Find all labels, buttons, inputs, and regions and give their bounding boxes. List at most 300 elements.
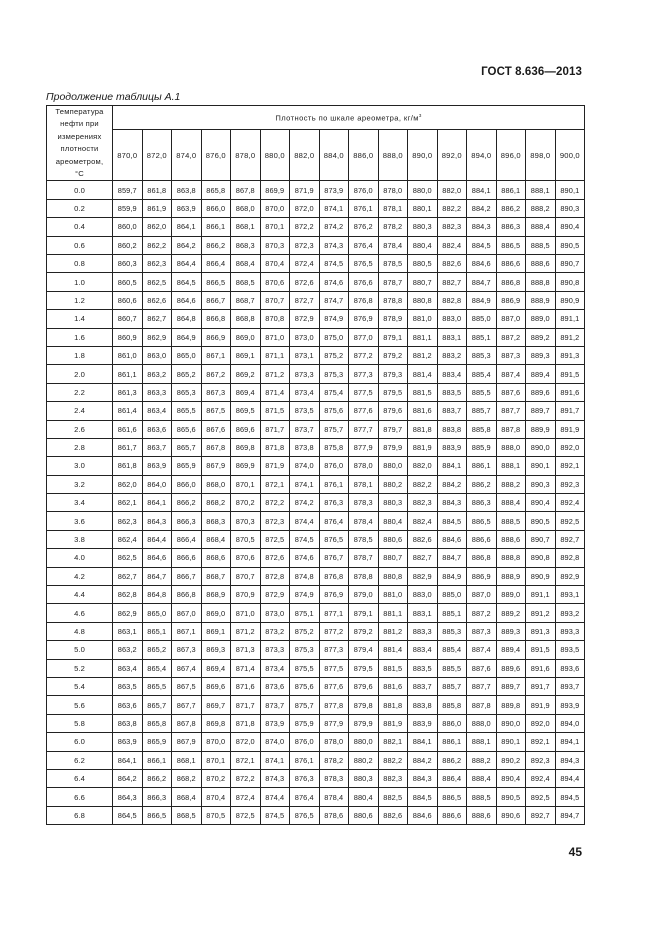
density-cell: 863,9 [172, 199, 202, 217]
density-cell: 876,0 [319, 457, 349, 475]
temperature-header-line: °С [75, 169, 84, 179]
density-cell: 884,7 [437, 549, 467, 567]
density-cell: 871,7 [231, 696, 261, 714]
density-cell: 864,6 [142, 549, 172, 567]
density-cell: 888,0 [496, 438, 526, 456]
density-cell: 868,5 [172, 806, 202, 824]
density-cell: 870,6 [231, 549, 261, 567]
density-cell: 872,5 [260, 530, 290, 548]
density-cell: 888,2 [496, 475, 526, 493]
density-cell: 889,6 [526, 383, 556, 401]
density-cell: 886,8 [496, 273, 526, 291]
density-cell: 890,1 [555, 181, 585, 199]
temperature-cell: 6.2 [47, 751, 113, 769]
density-cell: 864,1 [113, 751, 143, 769]
density-cell: 887,7 [496, 402, 526, 420]
density-cell: 862,7 [142, 310, 172, 328]
density-cell: 881,9 [408, 438, 438, 456]
density-cell: 891,7 [555, 402, 585, 420]
density-cell: 863,2 [113, 641, 143, 659]
density-cell: 886,5 [496, 236, 526, 254]
density-cell: 867,8 [201, 438, 231, 456]
density-cell: 886,4 [437, 769, 467, 787]
density-cell: 863,2 [142, 365, 172, 383]
density-cell: 889,0 [496, 586, 526, 604]
density-cell: 871,3 [231, 641, 261, 659]
density-cell: 864,6 [172, 291, 202, 309]
table-row [47, 365, 585, 383]
density-scale-label: Плотность по шкале ареометра, кг/м [275, 113, 419, 123]
density-cell: 868,9 [201, 586, 231, 604]
density-cell: 873,3 [290, 365, 320, 383]
density-cell: 875,8 [319, 438, 349, 456]
density-cell: 871,8 [231, 714, 261, 732]
density-cell: 890,3 [555, 199, 585, 217]
density-cell: 883,2 [437, 346, 467, 364]
density-cell: 890,7 [526, 530, 556, 548]
density-cell: 881,5 [378, 659, 408, 677]
density-cell: 891,9 [526, 696, 556, 714]
density-cell: 869,7 [201, 696, 231, 714]
density-cell: 886,5 [437, 788, 467, 806]
density-cell: 874,5 [319, 255, 349, 273]
temperature-cell: 1.4 [47, 310, 113, 328]
temperature-cell: 2.4 [47, 402, 113, 420]
density-cell: 874,3 [260, 769, 290, 787]
density-cell: 870,3 [260, 236, 290, 254]
density-cell: 873,3 [260, 641, 290, 659]
density-cell: 873,9 [260, 714, 290, 732]
density-cell: 864,4 [142, 530, 172, 548]
density-cell: 877,3 [319, 641, 349, 659]
density-cell: 887,6 [467, 659, 497, 677]
density-cell: 888,1 [526, 181, 556, 199]
density-cell: 861,6 [113, 420, 143, 438]
density-cell: 887,0 [467, 586, 497, 604]
density-cell: 877,2 [349, 346, 379, 364]
density-cell: 875,2 [319, 346, 349, 364]
density-cell: 892,5 [555, 512, 585, 530]
density-cell: 880,6 [378, 530, 408, 548]
density-cell: 872,5 [231, 806, 261, 824]
density-cell: 888,1 [467, 733, 497, 751]
density-cell: 871,2 [231, 622, 261, 640]
density-cell: 861,1 [113, 365, 143, 383]
density-cell: 864,3 [142, 512, 172, 530]
density-cell: 865,4 [142, 659, 172, 677]
density-cell: 870,2 [201, 769, 231, 787]
density-cell: 879,6 [378, 402, 408, 420]
density-cell: 864,8 [172, 310, 202, 328]
density-cell: 862,6 [142, 291, 172, 309]
density-cell: 886,2 [496, 199, 526, 217]
density-cell: 882,2 [408, 475, 438, 493]
density-cell: 869,2 [231, 365, 261, 383]
density-cell: 863,7 [142, 438, 172, 456]
density-cell: 870,0 [260, 199, 290, 217]
density-cell: 860,5 [113, 273, 143, 291]
density-cell: 881,2 [408, 346, 438, 364]
density-cell: 878,4 [319, 788, 349, 806]
table-row [47, 420, 585, 438]
density-cell: 894,7 [555, 806, 585, 824]
density-cell: 871,4 [231, 659, 261, 677]
density-cell: 882,3 [437, 218, 467, 236]
density-cell: 871,4 [260, 383, 290, 401]
density-cell: 887,2 [496, 328, 526, 346]
density-cell: 871,9 [260, 457, 290, 475]
density-cell: 891,6 [526, 659, 556, 677]
density-cell: 867,8 [172, 714, 202, 732]
temperature-cell: 1.2 [47, 291, 113, 309]
density-cell: 865,1 [142, 622, 172, 640]
temperature-header [47, 106, 113, 181]
density-cell: 862,0 [142, 218, 172, 236]
temperature-cell: 5.6 [47, 696, 113, 714]
density-cell: 886,8 [467, 549, 497, 567]
density-cell: 872,2 [231, 769, 261, 787]
density-cell: 875,2 [290, 622, 320, 640]
density-cell: 876,5 [319, 530, 349, 548]
density-cell: 886,3 [467, 494, 497, 512]
density-cell: 894,4 [555, 769, 585, 787]
column-header: 900,0 [555, 129, 585, 181]
density-cell: 880,3 [378, 494, 408, 512]
temperature-cell: 4.8 [47, 622, 113, 640]
density-cell: 884,9 [467, 291, 497, 309]
density-cell: 891,1 [555, 310, 585, 328]
column-header: 888,0 [378, 129, 408, 181]
density-cell: 888,4 [526, 218, 556, 236]
density-cell: 883,3 [408, 622, 438, 640]
temperature-header-line: Температура [55, 107, 104, 116]
density-cell: 880,7 [378, 549, 408, 567]
density-cell: 888,9 [496, 567, 526, 585]
density-cell: 883,9 [408, 714, 438, 732]
temperature-cell: 6.8 [47, 806, 113, 824]
density-cell: 878,3 [349, 494, 379, 512]
temperature-cell: 3.6 [47, 512, 113, 530]
table-row [47, 530, 585, 548]
column-header: 874,0 [172, 129, 202, 181]
density-cell: 877,0 [349, 328, 379, 346]
density-cell: 878,3 [319, 769, 349, 787]
density-cell: 890,3 [526, 475, 556, 493]
density-cell: 864,3 [113, 788, 143, 806]
temperature-cell: 2.2 [47, 383, 113, 401]
density-cell: 863,3 [142, 383, 172, 401]
column-header: 890,0 [408, 129, 438, 181]
temperature-cell: 3.2 [47, 475, 113, 493]
density-cell: 875,3 [290, 641, 320, 659]
density-cell: 881,2 [378, 622, 408, 640]
density-cell: 880,2 [349, 751, 379, 769]
density-cell: 875,7 [319, 420, 349, 438]
density-cell: 885,0 [467, 310, 497, 328]
density-cell: 891,5 [526, 641, 556, 659]
density-cell: 882,0 [408, 457, 438, 475]
density-cell: 876,4 [290, 788, 320, 806]
temperature-cell: 1.8 [47, 346, 113, 364]
density-cell: 876,1 [319, 475, 349, 493]
density-cell: 885,4 [437, 641, 467, 659]
density-cell: 869,6 [201, 677, 231, 695]
density-cell: 882,0 [437, 181, 467, 199]
table-row [47, 328, 585, 346]
density-cell: 860,2 [113, 236, 143, 254]
column-header: 896,0 [496, 129, 526, 181]
density-cell: 868,0 [201, 475, 231, 493]
density-cell: 866,7 [201, 291, 231, 309]
density-cell: 885,7 [467, 402, 497, 420]
density-cell: 886,9 [467, 567, 497, 585]
density-cell: 867,5 [201, 402, 231, 420]
density-cell: 880,0 [378, 457, 408, 475]
density-cell: 890,4 [496, 769, 526, 787]
density-cell: 862,1 [113, 494, 143, 512]
density-cell: 870,0 [201, 733, 231, 751]
density-cell: 891,2 [555, 328, 585, 346]
density-cell: 890,7 [555, 255, 585, 273]
density-cell: 885,9 [467, 438, 497, 456]
density-cell: 869,1 [231, 346, 261, 364]
density-cell: 869,6 [231, 420, 261, 438]
density-cell: 878,0 [378, 181, 408, 199]
temperature-cell: 6.6 [47, 788, 113, 806]
density-cell: 881,5 [408, 383, 438, 401]
density-cell: 884,6 [437, 530, 467, 548]
density-cell: 865,5 [172, 402, 202, 420]
density-cell: 882,6 [408, 530, 438, 548]
density-cell: 875,0 [319, 328, 349, 346]
temperature-cell: 6.0 [47, 733, 113, 751]
density-cell: 865,9 [172, 457, 202, 475]
density-cell: 883,9 [437, 438, 467, 456]
temperature-cell: 0.6 [47, 236, 113, 254]
density-cell: 890,1 [496, 733, 526, 751]
density-cell: 874,8 [290, 567, 320, 585]
density-cell: 872,3 [290, 236, 320, 254]
temperature-cell: 5.8 [47, 714, 113, 732]
density-cell: 866,4 [201, 255, 231, 273]
temperature-header-line: измерениях [57, 131, 102, 141]
table-row [47, 567, 585, 585]
standard-header: ГОСТ 8.636—2013 [481, 66, 582, 78]
density-cell: 879,7 [378, 420, 408, 438]
density-cell: 890,2 [496, 751, 526, 769]
density-cell: 871,0 [231, 604, 261, 622]
density-cell: 891,3 [526, 622, 556, 640]
density-cell: 869,5 [231, 402, 261, 420]
density-cell: 881,0 [408, 310, 438, 328]
column-header-row [47, 129, 585, 181]
density-cell: 877,3 [349, 365, 379, 383]
density-cell: 875,7 [290, 696, 320, 714]
density-cell: 889,2 [526, 328, 556, 346]
density-cell: 872,7 [290, 291, 320, 309]
density-cell: 876,1 [290, 751, 320, 769]
density-cell: 882,8 [437, 291, 467, 309]
density-cell: 874,5 [260, 806, 290, 824]
density-cell: 888,6 [467, 806, 497, 824]
density-cell: 868,8 [231, 310, 261, 328]
density-cell: 872,9 [260, 586, 290, 604]
density-cell: 873,4 [290, 383, 320, 401]
density-table [46, 105, 585, 825]
density-cell: 865,9 [142, 733, 172, 751]
table-row [47, 604, 585, 622]
density-cell: 881,1 [408, 328, 438, 346]
density-cell: 866,4 [172, 530, 202, 548]
density-cell: 879,1 [349, 604, 379, 622]
density-cell: 885,3 [437, 622, 467, 640]
column-header: 876,0 [201, 129, 231, 181]
density-cell: 887,8 [467, 696, 497, 714]
temperature-header-line: нефти при [60, 119, 99, 129]
density-cell: 887,8 [496, 420, 526, 438]
density-cell: 869,9 [260, 181, 290, 199]
table-row [47, 273, 585, 291]
density-cell: 870,1 [201, 751, 231, 769]
column-header: 882,0 [290, 129, 320, 181]
density-cell: 880,4 [349, 788, 379, 806]
density-cell: 873,1 [290, 346, 320, 364]
density-cell: 865,7 [142, 696, 172, 714]
density-cell: 892,7 [555, 530, 585, 548]
density-cell: 884,7 [467, 273, 497, 291]
density-cell: 879,1 [378, 328, 408, 346]
density-cell: 870,5 [201, 806, 231, 824]
density-cell: 861,9 [142, 199, 172, 217]
density-cell: 869,4 [231, 383, 261, 401]
density-cell: 870,1 [260, 218, 290, 236]
density-cell: 874,5 [290, 530, 320, 548]
density-cell: 874,2 [319, 218, 349, 236]
density-cell: 885,8 [437, 696, 467, 714]
table-row [47, 733, 585, 751]
density-cell: 868,3 [231, 236, 261, 254]
density-cell: 866,1 [201, 218, 231, 236]
density-cell: 892,0 [526, 714, 556, 732]
density-cell: 860,3 [113, 255, 143, 273]
density-cell: 866,8 [172, 586, 202, 604]
table-row [47, 622, 585, 640]
density-cell: 888,4 [496, 494, 526, 512]
density-cell: 892,9 [555, 567, 585, 585]
density-cell: 881,4 [408, 365, 438, 383]
density-cell: 874,0 [260, 733, 290, 751]
temperature-cell: 4.2 [47, 567, 113, 585]
table-row [47, 218, 585, 236]
density-cell: 870,9 [231, 586, 261, 604]
density-cell: 877,7 [349, 420, 379, 438]
density-cell: 872,6 [260, 549, 290, 567]
density-cell: 873,8 [290, 438, 320, 456]
density-cell: 888,6 [526, 255, 556, 273]
density-cell: 874,6 [290, 549, 320, 567]
density-cell: 864,2 [113, 769, 143, 787]
density-cell: 892,4 [555, 494, 585, 512]
density-cell: 868,4 [201, 530, 231, 548]
density-cell: 876,5 [290, 806, 320, 824]
density-cell: 865,0 [172, 346, 202, 364]
density-cell: 874,1 [290, 475, 320, 493]
density-cell: 876,0 [290, 733, 320, 751]
density-cell: 873,7 [290, 420, 320, 438]
density-cell: 887,7 [467, 677, 497, 695]
density-cell: 872,1 [231, 751, 261, 769]
density-cell: 862,3 [142, 255, 172, 273]
density-cell: 876,8 [349, 291, 379, 309]
density-cell: 866,3 [172, 512, 202, 530]
density-cell: 868,0 [231, 199, 261, 217]
column-header: 880,0 [260, 129, 290, 181]
density-cell: 862,0 [113, 475, 143, 493]
density-cell: 868,5 [231, 273, 261, 291]
density-cell: 888,5 [526, 236, 556, 254]
density-cell: 886,3 [496, 218, 526, 236]
density-cell: 868,2 [201, 494, 231, 512]
temperature-cell: 4.6 [47, 604, 113, 622]
temperature-cell: 3.8 [47, 530, 113, 548]
table-row [47, 181, 585, 199]
density-cell: 894,0 [555, 714, 585, 732]
density-cell: 883,7 [408, 677, 438, 695]
column-header: 878,0 [231, 129, 261, 181]
density-cell: 864,4 [172, 255, 202, 273]
density-cell: 892,0 [555, 438, 585, 456]
density-cell: 877,6 [319, 677, 349, 695]
density-cell: 890,6 [496, 806, 526, 824]
density-cell: 866,2 [142, 769, 172, 787]
density-cell: 875,3 [319, 365, 349, 383]
density-cell: 889,3 [526, 346, 556, 364]
density-cell: 881,0 [378, 586, 408, 604]
density-cell: 886,2 [467, 475, 497, 493]
density-cell: 860,6 [113, 291, 143, 309]
table-row [47, 806, 585, 824]
density-cell: 867,0 [172, 604, 202, 622]
density-cell: 885,1 [467, 328, 497, 346]
density-cell: 888,2 [526, 199, 556, 217]
density-cell: 880,5 [408, 255, 438, 273]
density-cell: 892,3 [555, 475, 585, 493]
density-cell: 866,2 [201, 236, 231, 254]
density-cell: 883,0 [437, 310, 467, 328]
density-cell: 886,1 [467, 457, 497, 475]
density-cell: 873,0 [290, 328, 320, 346]
density-cell: 861,8 [142, 181, 172, 199]
density-cell: 884,3 [437, 494, 467, 512]
density-cell: 867,4 [172, 659, 202, 677]
temperature-cell: 6.4 [47, 769, 113, 787]
page-number: 45 [568, 845, 582, 859]
density-cell: 882,9 [408, 567, 438, 585]
density-cell: 890,0 [526, 438, 556, 456]
density-cell: 874,9 [319, 310, 349, 328]
density-cell: 879,0 [349, 586, 379, 604]
density-cell: 879,6 [349, 677, 379, 695]
density-cell: 869,1 [201, 622, 231, 640]
density-cell: 882,3 [408, 494, 438, 512]
temperature-cell: 3.0 [47, 457, 113, 475]
density-cell: 868,3 [201, 512, 231, 530]
density-cell: 893,6 [555, 659, 585, 677]
density-cell: 885,4 [467, 365, 497, 383]
density-cell: 869,0 [201, 604, 231, 622]
density-cell: 878,0 [319, 733, 349, 751]
density-cell: 868,7 [231, 291, 261, 309]
